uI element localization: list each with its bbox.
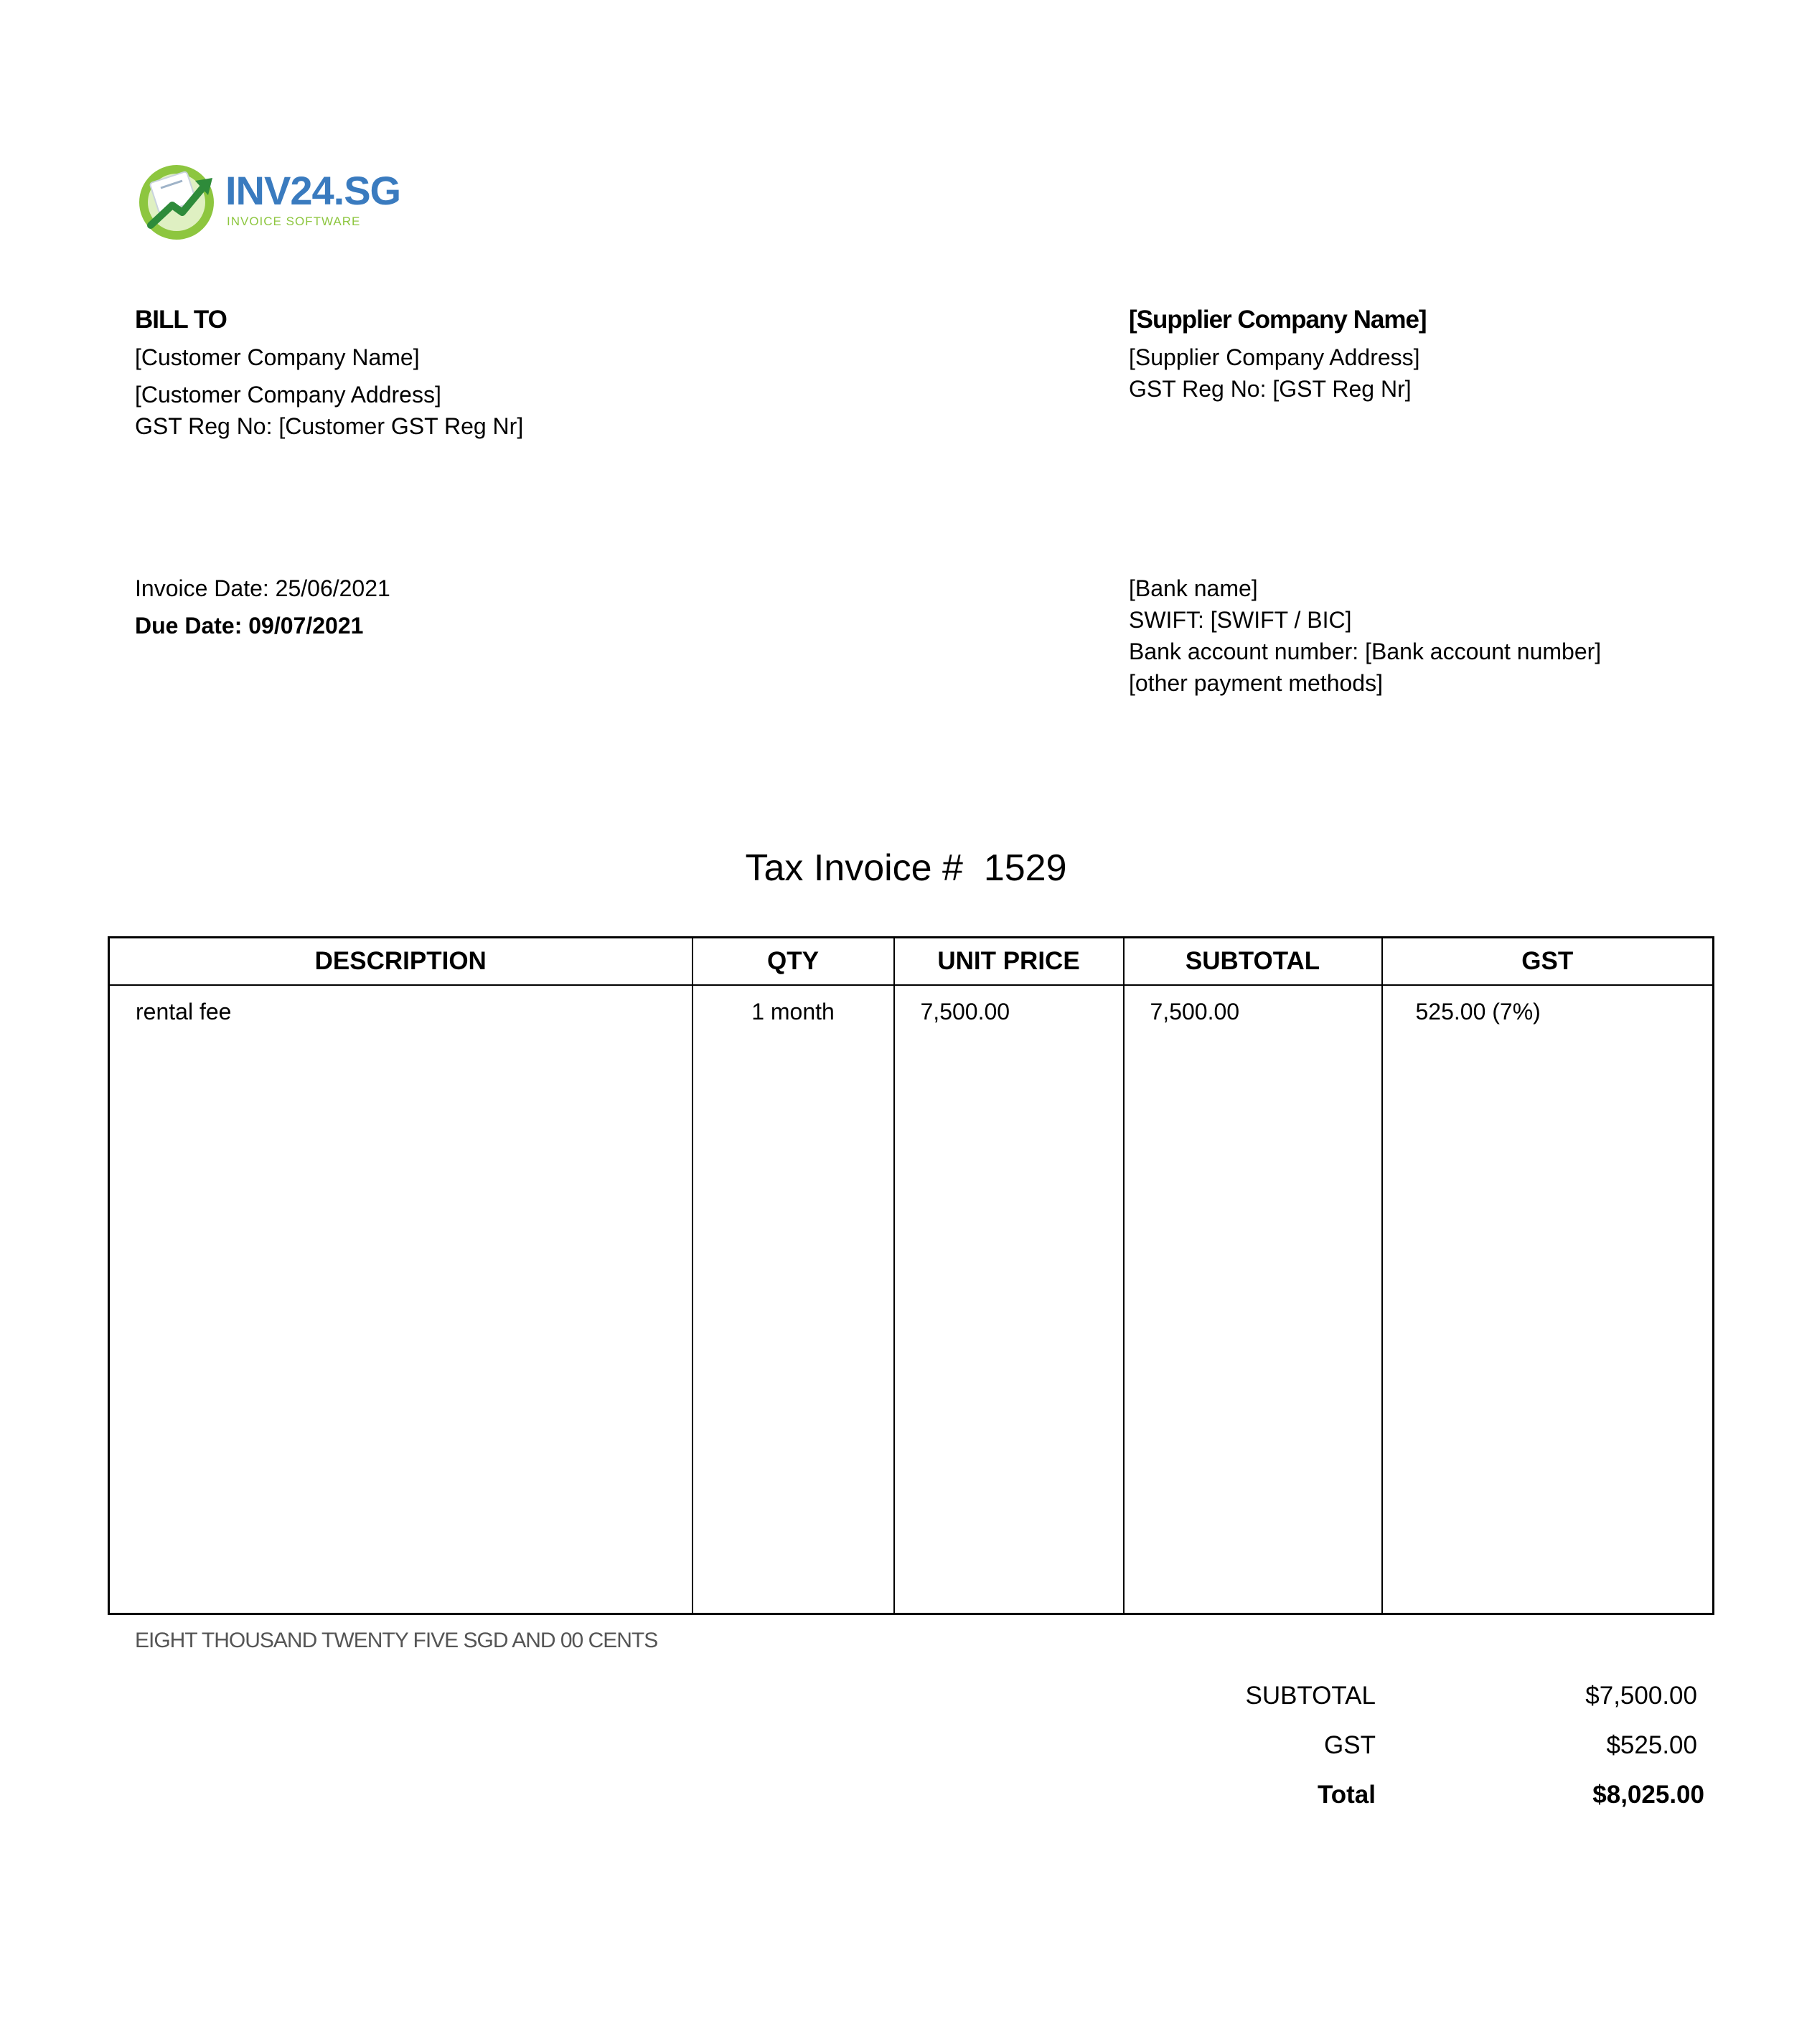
column-header-subtotal: SUBTOTAL <box>1124 938 1382 986</box>
bank-account-number: Bank account number: [Bank account number] <box>1129 639 1602 664</box>
supplier-company-address: [Supplier Company Address] <box>1129 344 1420 370</box>
subtotal-label: SUBTOTAL <box>1245 1682 1376 1710</box>
bill-to-heading: BILL TO <box>135 306 227 334</box>
bank-name: [Bank name] <box>1129 575 1258 601</box>
supplier-company-name: [Supplier Company Name] <box>1129 306 1427 334</box>
other-payment-methods: [other payment methods] <box>1129 670 1383 696</box>
gst-label: GST <box>1324 1731 1376 1759</box>
column-header-qty: QTY <box>693 938 894 986</box>
cell-unit-price: 7,500.00 <box>894 985 1124 1040</box>
invoice-title: Tax Invoice # 1529 <box>745 847 1067 889</box>
customer-company-address: [Customer Company Address] <box>135 382 441 408</box>
supplier-gst-reg: GST Reg No: [GST Reg Nr] <box>1129 376 1412 402</box>
logo-tagline: INVOICE SOFTWARE <box>227 215 361 228</box>
gst-value: $525.00 <box>1606 1731 1697 1759</box>
logo-brand: INV24.SG <box>225 168 401 213</box>
company-logo <box>135 159 401 245</box>
invoice-date: Invoice Date: 25/06/2021 <box>135 575 390 601</box>
column-header-gst: GST <box>1382 938 1714 986</box>
swift-code: SWIFT: [SWIFT / BIC] <box>1129 607 1352 633</box>
column-header-description: DESCRIPTION <box>109 938 693 986</box>
cell-gst: 525.00 (7%) <box>1382 985 1714 1040</box>
growth-arrow-icon <box>135 159 221 245</box>
cell-subtotal: 7,500.00 <box>1124 985 1382 1040</box>
total-value: $8,025.00 <box>1592 1781 1704 1809</box>
customer-gst-reg: GST Reg No: [Customer GST Reg Nr] <box>135 413 524 439</box>
customer-company-name: [Customer Company Name] <box>135 344 420 370</box>
table-row <box>109 985 1714 1040</box>
cell-qty: 1 month <box>693 985 894 1040</box>
subtotal-value: $7,500.00 <box>1585 1682 1697 1710</box>
cell-description: rental fee <box>109 985 693 1040</box>
line-items-table <box>108 936 1714 1615</box>
table-header-row <box>109 938 1714 986</box>
column-header-unit-price: UNIT PRICE <box>894 938 1124 986</box>
due-date: Due Date: 09/07/2021 <box>135 613 364 639</box>
table-filler-row <box>109 1040 1714 1614</box>
total-label: Total <box>1317 1781 1376 1809</box>
amount-in-words: EIGHT THOUSAND TWENTY FIVE SGD AND 00 CENTS <box>135 1629 658 1652</box>
